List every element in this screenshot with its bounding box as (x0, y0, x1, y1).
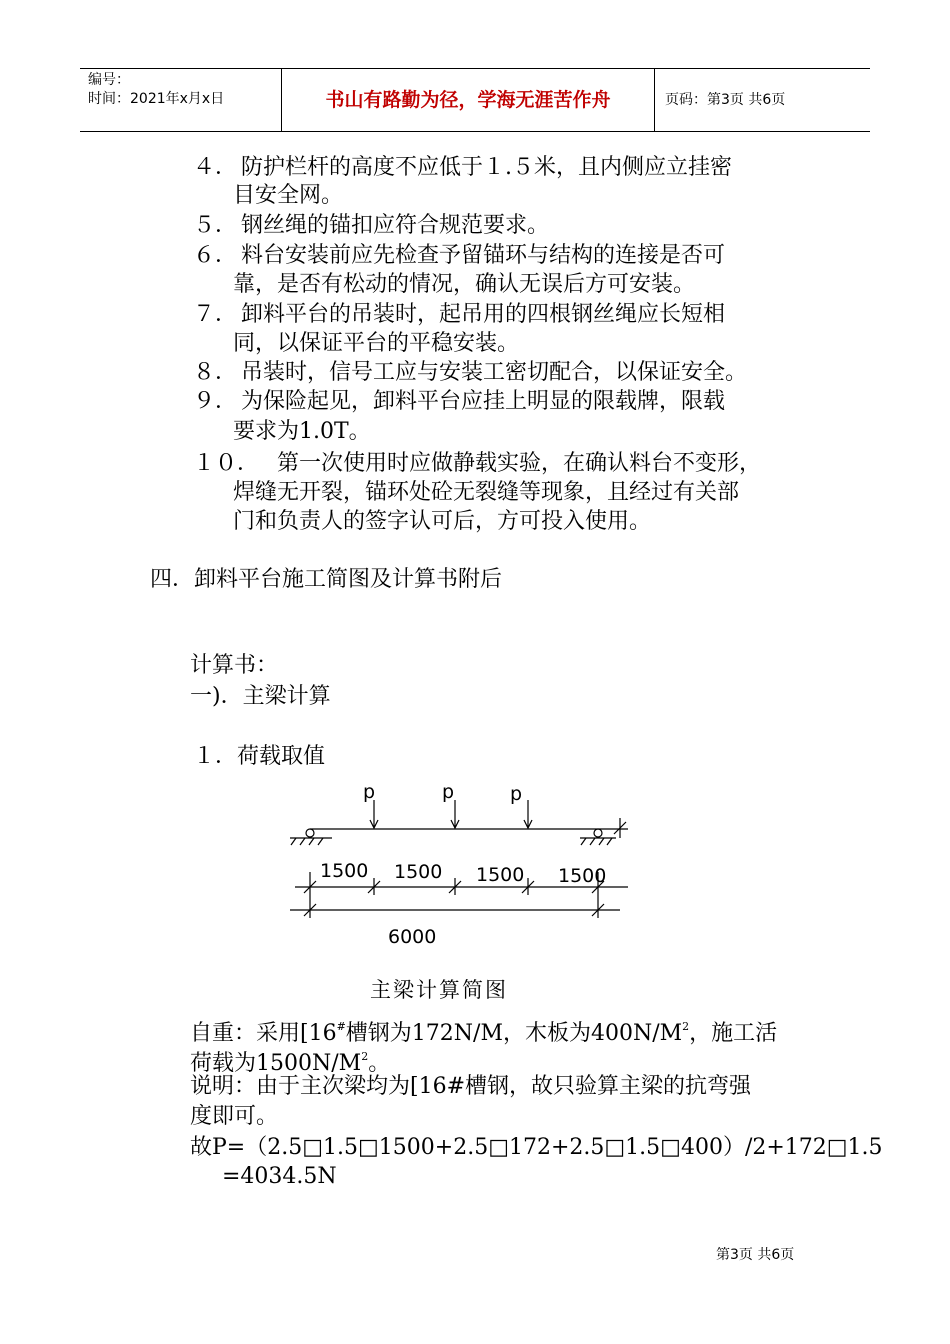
total-length-label: 6000 (388, 926, 437, 948)
left-support-pin (306, 829, 314, 837)
list-item-7: ７． 卸料平台的吊装时，起吊用的四根钢丝绳应长短相 (193, 302, 726, 327)
list-item-6: ６． 料台安装前应先检查予留锚环与结构的连接是否可 (193, 243, 726, 268)
header-page-info: 页码：第3页 共6页 (665, 92, 786, 108)
self-weight-line: 自重：采用[16#槽钢为172N/M，木板为$400N/M^2$，施工活 (190, 1020, 778, 1046)
list-item-9: ９． 为保险起见，卸料平台应挂上明显的限载牌，限载 (193, 389, 726, 414)
load-label-1: p (363, 781, 376, 803)
list-item-10-cont1: 焊缝无开裂，锚环处砼无裂缝等现象，且经过有关部 (233, 480, 740, 505)
note-line: 说明：由于主次梁均为[16#槽钢，故只验算主梁的抗弯强 (190, 1074, 752, 1099)
formula-result: =4034.5N (222, 1164, 337, 1189)
calc-title: 计算书： (190, 653, 279, 678)
formula-line: 故P=（2.5□1.5□1500+2.5□172+2.5□1.5□400）/2+172□1.5 (190, 1135, 883, 1160)
item-load-values: １．荷载取值 (193, 744, 326, 769)
document-date-label: 时间：2021年x月x日 (88, 91, 225, 107)
list-item-5: ５． 钢丝绳的锚扣应符合规范要求。 (193, 213, 550, 238)
list-item-8: ８． 吊装时，信号工应与安装工密切配合，以保证安全。 (193, 360, 748, 385)
page-footer: 第3页 共6页 (716, 1247, 795, 1263)
span-label-3: 1500 (476, 864, 525, 886)
document-number-label: 编号： (88, 72, 130, 88)
live-load-line: 荷载为$1500N/M^2$。 (190, 1050, 391, 1076)
right-support-pin (594, 829, 602, 837)
list-item-9-cont: 要求为1.0T。 (233, 419, 371, 444)
list-item-10: １０． 第一次使用时应做静载实验，在确认料台不变形， (193, 451, 762, 476)
span-label-1: 1500 (320, 860, 369, 882)
header-motto: 书山有路勤为径，学海无涯苦作舟 (282, 69, 655, 131)
list-item-10-cont2: 门和负责人的签字认可后，方可投入使用。 (233, 509, 652, 534)
list-item-7-cont: 同，以保证平台的平稳安装。 (233, 331, 520, 356)
span-label-4: 1500 (558, 865, 607, 887)
list-item-4: ４． 防护栏杆的高度不应低于１.５米，且内侧应立挂密 (193, 155, 732, 180)
list-item-4-cont: 目安全网。 (233, 183, 344, 208)
diagram-caption: 主梁计算简图 (370, 978, 508, 1002)
section-heading-4: 四．卸料平台施工简图及计算书附后 (150, 567, 503, 592)
span-label-2: 1500 (394, 861, 443, 883)
load-label-3: p (510, 783, 523, 805)
load-label-2: p (442, 781, 455, 803)
note-line-cont: 度即可。 (190, 1104, 279, 1129)
list-item-6-cont: 靠，是否有松动的情况，确认无误后方可安装。 (233, 272, 696, 297)
subsection-main-beam: 一)．主梁计算 (190, 684, 331, 709)
